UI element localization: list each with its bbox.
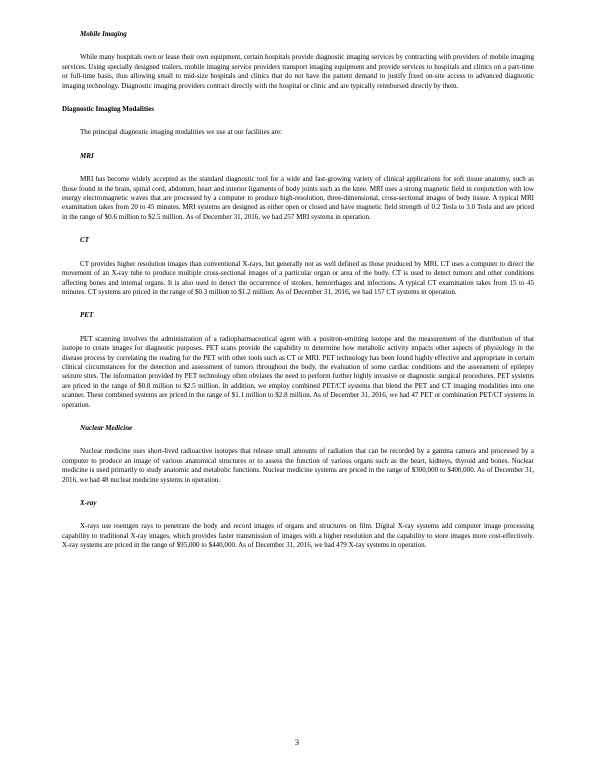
page-number: 3 [294, 737, 300, 747]
paragraph-ct: CT provides higher resolution images than conventional X-rays, but generally not as well defined as those produced by MRI. CT uses a computer to direct the movement of an X-ray tube to produce multiple cross-sectional images of a particular organ or area of the body. CT is used to detect tumors and other conditions affecting bones and internal organs. It is also used to detect the occurrence of strokes, hemorrhages and infections. A typical CT examination takes from 15 to 45 minutes. CT systems are priced in the range of $0.3 million to $1.2 million. As of December 31, 2016, we had 157 CT systems in operation. [62, 259, 534, 296]
paragraph-modalities-intro: The principal diagnostic imaging modalities we use at our facilities are: [80, 128, 282, 137]
paragraph-pet: PET scanning involves the administration of a radiopharmaceutical agent with a positron-emitting isotope and the measurement of the distribution of that isotope to create images for diagnostic purposes. PET scans provide the capability to determine how metabolic activity impacts other aspects of physiology in the disease process by correlating the reading for the PET with other tools such as CT or MRI. PET technology has been found highly effective and appropriate in certain clinical circumstances for the detection and assessment of tumors throughout the body, the evaluation of some cardiac conditions and the assessment of epilepsy seizure sites. The information provided by PET technology often obviates the need to perform further highly invasive or diagnostic surgical procedures. PET systems are priced in the range of $0.8 million to $2.5 million. In addition, we employ combined PET/CT systems that blend the PET and CT imaging modalities into one scanner. These combined systems are priced in the range of $1.1 million to $2.8 million. As of December 31, 2016, we had 47 PET or combination PET/CT systems in operation. [62, 334, 534, 409]
paragraph-xray: X-rays use roentgen rays to penetrate the body and record images of organs and structures on film. Digital X-ray systems add computer image processing capability to traditional X-ray images, which provides faster transmission of images with a higher resolution and the capability to store images more cost-effectively. X-ray systems are priced in the range of $95,000 to $440,000. As of December 31, 2016, we had 479 X-ray systems in operation. [62, 522, 534, 550]
heading-xray: X-ray [80, 499, 97, 507]
heading-ct: CT [80, 236, 90, 245]
heading-diagnostic-modalities: Diagnostic Imaging Modalities [62, 105, 155, 114]
paragraph-nuclear-medicine: Nuclear medicine uses short-lived radioactive isotopes that release small amounts of radiation that can be recorded by a gamma camera and processed by a computer to produce an image of various anatomical structures or to assess the function of various organs such as the heart, kidneys, thyroid and bones. Nuclear medicine is used primarily to study anatomic and metabolic functions. Nuclear medicine systems are priced in the range of $300,000 to $400,000. As of December 31, 2016, we had 48 nuclear medicine systems in operation. [62, 447, 534, 484]
heading-mobile-imaging: Mobile Imaging [80, 30, 127, 38]
heading-nuclear-medicine: Nuclear Medicine [80, 423, 133, 432]
paragraph-mri: MRI has become widely accepted as the standard diagnostic tool for a wide and fast-growing variety of clinical applications for soft tissue anatomy, such as those found in the brain, spinal cord, abdomen, heart and interior ligaments of body joints such as the knee. MRI uses a strong magnetic field in conjunction with low energy electromagnetic waves that are processed by a computer to produce high-resolution, three-dimensional, cross-sectional images of body tissue. A typical MRI examination takes from 20 to 45 minutes. MRI systems are designed as either open or closed and have magnetic field strength of 0.2 Tesla to 3.0 Tesla and are priced in the range of $0.6 million to $2.5 million. As of December 31, 2016, we had 257 MRI systems in operation. [62, 175, 534, 221]
paragraph-mobile-imaging: While many hospitals own or lease their own equipment, certain hospitals provide diagnostic imaging services by contracting with providers of mobile imaging services. Using specially designed trailers, mobile imaging service providers transport imaging equipment and provide services to hospitals and clinics on a part-time or full-time basis, thus allowing small to mid-size hospitals and clinics that do not have the patient demand to justify fixed on-site access to advanced diagnostic imaging technology. Diagnostic imaging providers contract directly with the hospital or clinic and are typically reimbursed directly by them. [62, 53, 534, 90]
heading-pet: PET [80, 311, 94, 320]
heading-mri: MRI [80, 151, 94, 160]
document-page [62, 30, 534, 551]
